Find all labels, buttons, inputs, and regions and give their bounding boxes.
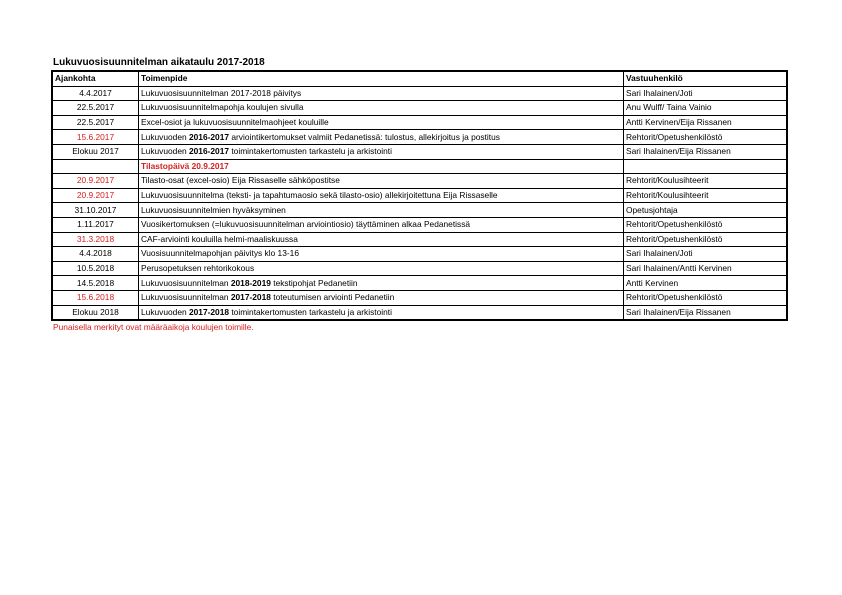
row-date: 31.10.2017 xyxy=(53,203,139,218)
table-row xyxy=(53,130,787,145)
row-action xyxy=(139,101,624,116)
row-date-deadline: 15.6.2018 xyxy=(53,290,139,305)
row-date: 4.4.2017 xyxy=(53,86,139,101)
table-row xyxy=(53,188,787,203)
row-action xyxy=(139,144,624,159)
action-text: Lukuvuosisuunnitelman xyxy=(141,277,231,288)
row-owner: Rehtorit/Opetushenkilöstö xyxy=(624,130,787,145)
action-text: Lukuvuoden xyxy=(141,306,189,317)
action-text: Perusopetuksen rehtorikokous xyxy=(141,263,255,274)
row-action xyxy=(139,276,624,291)
row-action xyxy=(139,203,624,218)
row-date-deadline: 20.9.2017 xyxy=(53,174,139,189)
table-row xyxy=(53,232,787,247)
row-date-deadline: 20.9.2017 xyxy=(53,188,139,203)
statistics-day-label: Tilastopäivä 20.9.2017 xyxy=(139,159,624,174)
row-action xyxy=(139,188,624,203)
action-text: Lukuvuoden xyxy=(141,131,189,142)
row-owner: Anu Wulff/ Taina Vainio xyxy=(624,101,787,116)
action-text-end: toimintakertomusten tarkastelu ja arkistointi xyxy=(229,146,392,157)
row-owner: Rehtorit/Opetushenkilöstö xyxy=(624,217,787,232)
row-owner: Rehtorit/Opetushenkilöstö xyxy=(624,232,787,247)
row-owner: Antti Kervinen/Eija Rissanen xyxy=(624,115,787,130)
table-row xyxy=(53,203,787,218)
row-owner: Rehtorit/Koulusihteerit xyxy=(624,174,787,189)
row-date: 14.5.2018 xyxy=(53,276,139,291)
row-date: 22.5.2017 xyxy=(53,101,139,116)
action-text: Lukuvuosisuunnitelmien hyväksyminen xyxy=(141,204,286,215)
schedule-table xyxy=(52,71,787,320)
row-owner: Sari Ihalainen/Eija Rissanen xyxy=(624,305,787,320)
row-date: Elokuu 2017 xyxy=(53,144,139,159)
header-owner: Vastuuhenkilö xyxy=(624,72,787,87)
action-text: Lukuvuoden xyxy=(141,146,189,157)
row-owner xyxy=(624,159,787,174)
row-action xyxy=(139,174,624,189)
action-year: 2018-2019 xyxy=(230,277,271,288)
row-action xyxy=(139,115,624,130)
row-date: 22.5.2017 xyxy=(53,115,139,130)
action-text: Vuosisuunnitelmapohjan päivitys klo 13-16 xyxy=(141,248,299,259)
action-year: 2016-2017 xyxy=(188,146,230,157)
row-action xyxy=(139,290,624,305)
table-header-row xyxy=(53,72,787,87)
row-date-deadline: 15.6.2017 xyxy=(53,130,139,145)
action-text: Lukuvuosisuunnitelmapohja koulujen sivulla xyxy=(141,102,304,113)
row-date: 4.4.2018 xyxy=(53,247,139,262)
action-text: Lukuvuosisuunnitelman xyxy=(141,292,231,303)
table-row xyxy=(53,115,787,130)
row-date: 1.11.2017 xyxy=(53,217,139,232)
row-owner: Sari Ihalainen/Antti Kervinen xyxy=(624,261,787,276)
table-row xyxy=(53,305,787,320)
action-text: Vuosikertomuksen (=lukuvuosisuunnitelman arviointiosio) täyttäminen alkaa Pedanetissä xyxy=(141,219,471,230)
row-date: Elokuu 2018 xyxy=(53,305,139,320)
row-action xyxy=(139,130,624,145)
row-action xyxy=(139,217,624,232)
row-action xyxy=(139,247,624,262)
table-row xyxy=(53,261,787,276)
row-owner: Rehtorit/Koulusihteerit xyxy=(624,188,787,203)
action-text: Lukuvuosisuunnitelma (teksti- ja tapahtumaosio sekä tilasto-osio) allekirjoitettuna Eija Rissaselle xyxy=(141,190,498,201)
deadline-note: Punaisella merkityt ovat määräaikoja koulujen toimille. xyxy=(53,322,254,332)
row-owner: Antti Kervinen xyxy=(624,276,787,291)
action-year: 2016-2017 xyxy=(188,131,230,142)
action-year: 2017-2018 xyxy=(188,306,230,317)
header-action: Toimenpide xyxy=(139,72,624,87)
header-date: Ajankohta xyxy=(53,72,139,87)
table-row-highlight xyxy=(53,159,787,174)
row-owner: Sari Ihalainen/Eija Rissanen xyxy=(624,144,787,159)
row-owner: Sari Ihalainen/Joti xyxy=(624,86,787,101)
action-text-end: arviointikertomukset valmiit Pedanetissä: tulostus, allekirjoitus ja postitus xyxy=(229,131,500,142)
action-text: Tilasto-osat (excel-osio) Eija Rissaselle sähköpostitse xyxy=(141,175,340,186)
table-row xyxy=(53,86,787,101)
table-row xyxy=(53,217,787,232)
row-action xyxy=(139,86,624,101)
row-date xyxy=(53,159,139,174)
row-action xyxy=(139,232,624,247)
action-year: 2017-2018 xyxy=(230,292,271,303)
row-owner: Rehtorit/Opetushenkilöstö xyxy=(624,290,787,305)
action-text-end: tekstipohjat Pedanetiin xyxy=(270,277,358,288)
table-row xyxy=(53,247,787,262)
row-action xyxy=(139,261,624,276)
row-owner: Opetusjohtaja xyxy=(624,203,787,218)
action-text-end: toteutumisen arviointi Pedanetiin xyxy=(270,292,395,303)
table-row xyxy=(53,290,787,305)
table-row xyxy=(53,144,787,159)
action-text-end: toimintakertomusten tarkastelu ja arkistointi xyxy=(229,306,392,317)
table-row xyxy=(53,276,787,291)
row-date: 10.5.2018 xyxy=(53,261,139,276)
table-row xyxy=(53,101,787,116)
row-date-deadline: 31.3.2018 xyxy=(53,232,139,247)
document-title: Lukuvuosisuunnitelman aikataulu 2017-2018 xyxy=(53,57,265,68)
table-row xyxy=(53,174,787,189)
action-text: CAF-arviointi kouluilla helmi-maaliskuussa xyxy=(141,233,298,244)
row-action xyxy=(139,305,624,320)
action-text: Lukuvuosisuunnitelman 2017-2018 päivitys xyxy=(141,87,302,98)
action-text: Excel-osiot ja lukuvuosisuunnitelmaohjeet kouluille xyxy=(141,117,329,128)
row-owner: Sari Ihalainen/Joti xyxy=(624,247,787,262)
